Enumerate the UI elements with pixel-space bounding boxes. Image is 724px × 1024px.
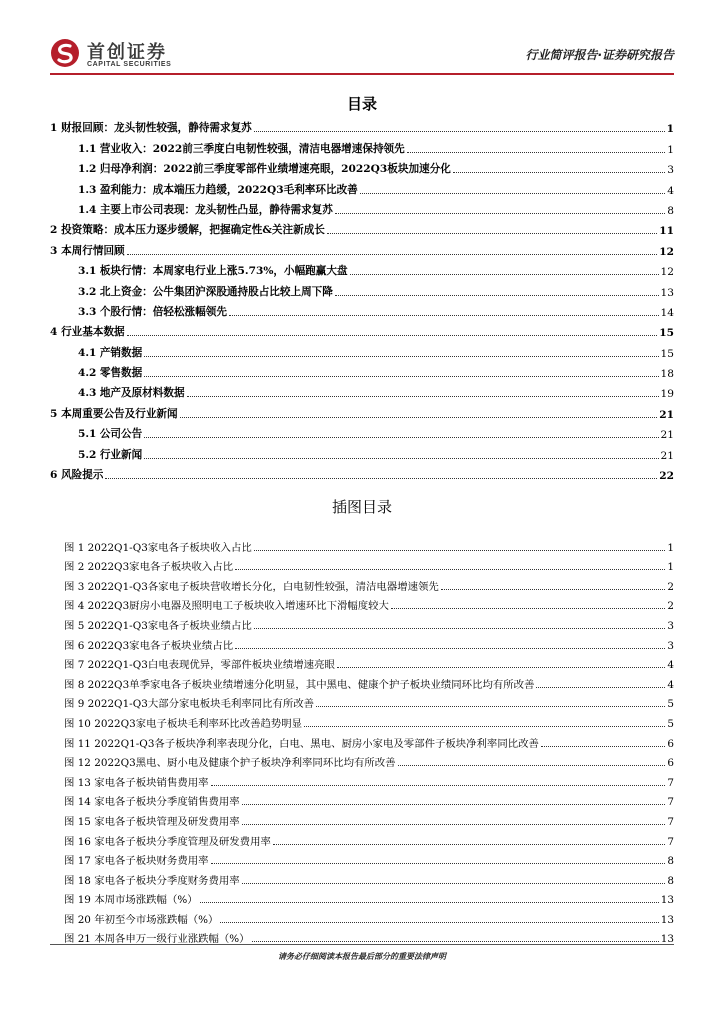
figure-leader-dots [254,627,666,629]
toc-entry[interactable] [50,299,674,319]
toc-entry-label: 风险提示 [61,469,104,482]
figure-leader-dots [242,882,666,884]
toc-entry-detail: 龙头韧性凸显，静待需求复苏 [195,203,333,216]
figure-entry-label: 图 10 2022Q3家电子板块毛利率环比改善趋势明显 [64,717,303,730]
toc-entry-label: 个股行情： [99,305,153,318]
toc-leader-dots [144,355,658,357]
figure-leader-dots [273,843,666,845]
figure-entry[interactable] [64,730,674,750]
toc-entry-text [50,406,178,421]
figure-list [64,534,674,945]
toc-leader-dots [335,294,659,296]
toc-entry-number: 5.2 [78,448,97,461]
toc-entry[interactable] [50,339,674,359]
figure-page-number: 7 [667,796,674,809]
toc-entry-number: 1.3 [78,183,97,196]
toc-entry-text [78,426,142,441]
figure-entry-label: 图 3 2022Q1-Q3各家电子板块营收增长分化，白电韧性较强，清洁电器增速领先 [64,580,439,593]
toc-page-number: 21 [660,429,674,442]
figure-page-number: 3 [667,639,674,652]
figure-entry[interactable] [64,926,674,946]
toc-leader-dots [350,273,659,275]
toc-entry-number: 5.1 [78,428,97,441]
footer-divider [50,944,674,945]
toc-entry-label: 盈利能力： [99,183,153,196]
figure-leader-dots [200,901,659,903]
toc-entry-number: 3.1 [78,265,97,278]
figure-entry[interactable] [64,652,674,672]
figure-entry[interactable] [64,867,674,887]
toc-leader-dots [453,171,665,173]
figure-page-number: 7 [667,815,674,828]
figure-entry[interactable] [64,691,674,711]
company-name-en: CAPITAL SECURITIES [87,61,172,68]
toc-leader-dots [335,212,665,214]
figure-leader-dots [441,588,666,590]
toc-page-number: 4 [667,184,674,197]
toc-leader-dots [360,192,665,194]
toc-entry-label: 北上资金： [99,285,153,298]
figure-page-number: 4 [667,678,674,691]
figure-leader-dots [220,921,658,923]
toc-entry-text [78,202,333,217]
figure-leader-dots [337,666,666,668]
toc-entry[interactable] [50,360,674,380]
toc-entry-detail: 2022前三季度白电韧性较强，清洁电器增速保持领先 [152,142,405,155]
figure-entry[interactable] [64,534,674,554]
figure-leader-dots [316,705,665,707]
company-name-cn: 首创证券 [87,42,167,63]
figure-entry-label: 图 20 年初至今市场涨跌幅（%） [64,913,219,926]
toc-page-number: 21 [660,449,674,462]
figure-entry[interactable] [64,573,674,593]
report-type: 行业简评报告·证券研究报告 [525,48,674,62]
toc-page-number: 18 [660,368,674,381]
figure-entry-label: 图 13 家电各子板块销售费用率 [64,776,209,789]
toc-page-number: 8 [667,204,674,217]
toc-entry-label: 产销数据 [99,346,143,359]
figure-page-number: 1 [667,561,674,574]
toc-entry[interactable] [50,258,674,278]
toc-leader-dots [144,436,658,438]
figure-page-number: 7 [667,835,674,848]
figure-entry-label: 图 6 2022Q3家电各子板块业绩占比 [64,639,234,652]
figure-entry-label: 图 2 2022Q3家电各子板块收入占比 [64,561,234,574]
toc-entry-number: 1 [50,122,58,135]
figure-leader-dots [235,647,665,649]
toc-page-number: 12 [659,245,674,258]
figure-entry[interactable] [64,612,674,632]
toc-entry[interactable] [50,421,674,441]
figure-leader-dots [211,862,666,864]
toc-entry-detail: 2022前三季度零部件业绩增速亮眼，2022Q3板块加速分化 [163,163,451,176]
toc-page-number: 1 [666,123,674,136]
figure-leader-dots [252,940,659,942]
figure-leader-dots [398,764,666,766]
toc-entry-label: 主要上市公司表现： [99,203,196,216]
figure-page-number: 13 [660,913,674,926]
toc-entry-label: 营业收入： [99,142,153,155]
toc-entry-text [78,263,348,278]
figure-page-number: 2 [667,580,674,593]
toc-entry-text [50,222,325,237]
toc-entry[interactable] [50,115,674,135]
figure-page-number: 4 [667,659,674,672]
figure-leader-dots [242,803,666,805]
figure-entry[interactable] [64,632,674,652]
toc-entry-text [50,324,125,339]
toc-entry-text [78,365,142,380]
toc-page-number: 21 [659,408,674,421]
toc-page-number: 11 [659,225,674,238]
figure-entry[interactable] [64,828,674,848]
figure-entry-label: 图 18 家电各子板块分季度财务费用率 [64,874,240,887]
toc-entry-number: 1.4 [78,203,97,216]
figure-entry-label: 图 15 家电各子板块管理及研发费用率 [64,815,240,828]
toc-entry-text [50,243,125,258]
toc-page-number: 13 [660,286,674,299]
figure-page-number: 5 [667,698,674,711]
toc-entry-number: 4 [50,326,58,339]
toc-entry[interactable] [50,237,674,257]
figure-page-number: 13 [660,894,674,907]
figure-entry[interactable] [64,906,674,926]
header-divider [50,73,674,75]
figure-page-number: 6 [667,757,674,770]
figure-page-number: 5 [667,717,674,730]
toc-entry-number: 4.3 [78,387,97,400]
figure-page-number: 3 [667,619,674,632]
figure-entry-label: 图 21 本周各申万一级行业涨跌幅（%） [64,933,250,946]
toc-leader-dots [187,395,659,397]
toc-entry-number: 1.2 [78,163,97,176]
toc-entry[interactable] [50,319,674,339]
toc-entry-number: 2 [50,224,58,237]
figure-entry-label: 图 5 2022Q1-Q3家电各子板块业绩占比 [64,619,252,632]
figure-page-number: 8 [667,874,674,887]
figure-entry[interactable] [64,593,674,613]
figure-list-title: 插图目录 [331,498,392,516]
toc-entry[interactable] [50,217,674,237]
toc-entry-label: 地产及原材料数据 [99,387,185,400]
toc-entry-label: 归母净利润： [99,163,164,176]
figure-leader-dots [541,745,665,747]
toc-entry-detail: 倍轻松涨幅领先 [152,305,227,318]
page-header [50,36,674,76]
toc-page-number: 22 [659,470,674,483]
toc-entry-label: 零售数据 [99,367,143,380]
toc-entry-label: 行业新闻 [99,448,143,461]
toc-entry-text [78,284,333,299]
toc-entry-number: 4.1 [78,346,97,359]
toc-entry-label: 本周重要公告及行业新闻 [61,407,178,420]
figure-entry[interactable] [64,671,674,691]
toc-entry[interactable] [50,462,674,482]
figure-page-number: 2 [667,600,674,613]
toc-entry[interactable] [50,441,674,461]
toc-page-number: 19 [660,388,674,401]
legal-disclaimer: 请务必仔细阅读本报告最后部分的重要法律声明 [278,952,446,961]
toc-entry[interactable] [50,197,674,217]
toc-entry-text [78,304,227,319]
figure-page-number: 7 [667,776,674,789]
toc-entry-label: 公司公告 [99,428,143,441]
toc-entry-text [78,385,185,400]
toc-leader-dots [180,416,658,418]
figure-entry-label: 图 19 本周市场涨跌幅（%） [64,894,198,907]
toc-leader-dots [144,457,658,459]
figure-entry-label: 图 7 2022Q1-Q3白电表现优异，零部件板块业绩增速亮眼 [64,659,335,672]
figure-entry[interactable] [64,750,674,770]
figure-entry[interactable] [64,769,674,789]
toc-entry[interactable] [50,380,674,400]
figure-entry[interactable] [64,887,674,907]
toc-leader-dots [127,253,658,255]
toc-page-number: 15 [660,347,674,360]
figure-leader-dots [211,784,666,786]
toc-entry-number: 3 [50,244,58,257]
toc-entry-detail: 公牛集团沪深股通持股占比较上周下降 [152,285,333,298]
figure-entry[interactable] [64,554,674,574]
toc-entry-text [50,120,252,135]
figure-entry-label: 图 14 家电各子板块分季度销售费用率 [64,796,240,809]
toc-leader-dots [407,151,666,153]
figure-page-number: 8 [667,855,674,868]
toc-leader-dots [127,334,658,336]
figure-entry-label: 图 11 2022Q1-Q3各子板块净利率表现分化，白电、黑电、厨房小家电及零部件子板块净利率同比改善 [64,737,539,750]
toc-entry-label: 财报回顾：龙头韧性较强，静待需求复苏 [61,122,252,135]
figure-entry-label: 图 8 2022Q3单季家电各子板块业绩增速分化明显，其中黑电、健康个护子板块业绩同环比均有所改善 [64,678,535,691]
toc-entry-label: 行业基本数据 [61,326,125,339]
toc-entry-detail: 成本端压力趋缓，2022Q3毛利率环比改善 [152,183,358,196]
figure-entry[interactable] [64,848,674,868]
toc-leader-dots [105,477,657,479]
toc-page-number: 14 [660,306,674,319]
toc-entry-label: 本周行情回顾 [61,244,125,257]
toc-leader-dots [327,232,657,234]
toc-entry-text [78,447,142,462]
toc-entry-number: 4.2 [78,367,97,380]
toc-entry-detail: 本周家电行业上涨5.73%，小幅跑赢大盘 [152,265,348,278]
toc-entry-text [78,141,405,156]
toc-title: 目录 [346,95,377,113]
toc-entry[interactable] [50,176,674,196]
figure-entry[interactable] [64,710,674,730]
figure-page-number: 6 [667,737,674,750]
toc-entry-label: 板块行情： [99,265,153,278]
figure-page-number: 1 [667,541,674,554]
toc-entry[interactable] [50,278,674,298]
figure-leader-dots [536,686,665,688]
figure-entry-label: 图 16 家电各子板块分季度管理及研发费用率 [64,835,271,848]
figure-leader-dots [304,725,665,727]
toc-entry-text [78,345,142,360]
toc-entry-text [50,467,103,482]
figure-entry-label: 图 12 2022Q3黑电、厨小电及健康个护子板块净利率同环比均有所改善 [64,757,396,770]
toc-page-number: 3 [667,164,674,177]
toc-leader-dots [229,314,659,316]
figure-entry[interactable] [64,808,674,828]
toc-page-number: 1 [667,143,674,156]
table-of-contents [50,115,674,482]
figure-entry-label: 图 1 2022Q1-Q3家电各子板块收入占比 [64,541,252,554]
toc-leader-dots [254,130,665,132]
toc-page-number: 12 [660,266,674,279]
figure-leader-dots [242,823,666,825]
toc-entry-number: 5 [50,407,58,420]
figure-leader-dots [254,549,666,551]
toc-entry-text [78,161,451,176]
toc-entry-number: 3.2 [78,285,97,298]
figure-page-number: 13 [660,933,674,946]
figure-leader-dots [391,607,665,609]
toc-entry-text [78,182,358,197]
toc-entry-number: 6 [50,469,58,482]
toc-entry-number: 3.3 [78,305,97,318]
toc-page-number: 15 [659,327,674,340]
figure-entry[interactable] [64,789,674,809]
figure-entry-label: 图 4 2022Q3厨房小电器及照明电工子板块收入增速环比下滑幅度较大 [64,600,389,613]
figure-entry-label: 图 9 2022Q1-Q3大部分家电板块毛利率同比有所改善 [64,698,315,711]
toc-entry[interactable] [50,400,674,420]
toc-entry[interactable] [50,135,674,155]
figure-entry-label: 图 17 家电各子板块财务费用率 [64,855,209,868]
toc-leader-dots [144,375,658,377]
figure-leader-dots [235,568,665,570]
capital-securities-logo-icon [50,38,80,68]
toc-entry-label: 投资策略：成本压力逐步缓解，把握确定性&关注新成长 [61,224,325,237]
toc-entry-number: 1.1 [78,142,97,155]
toc-entry[interactable] [50,156,674,176]
